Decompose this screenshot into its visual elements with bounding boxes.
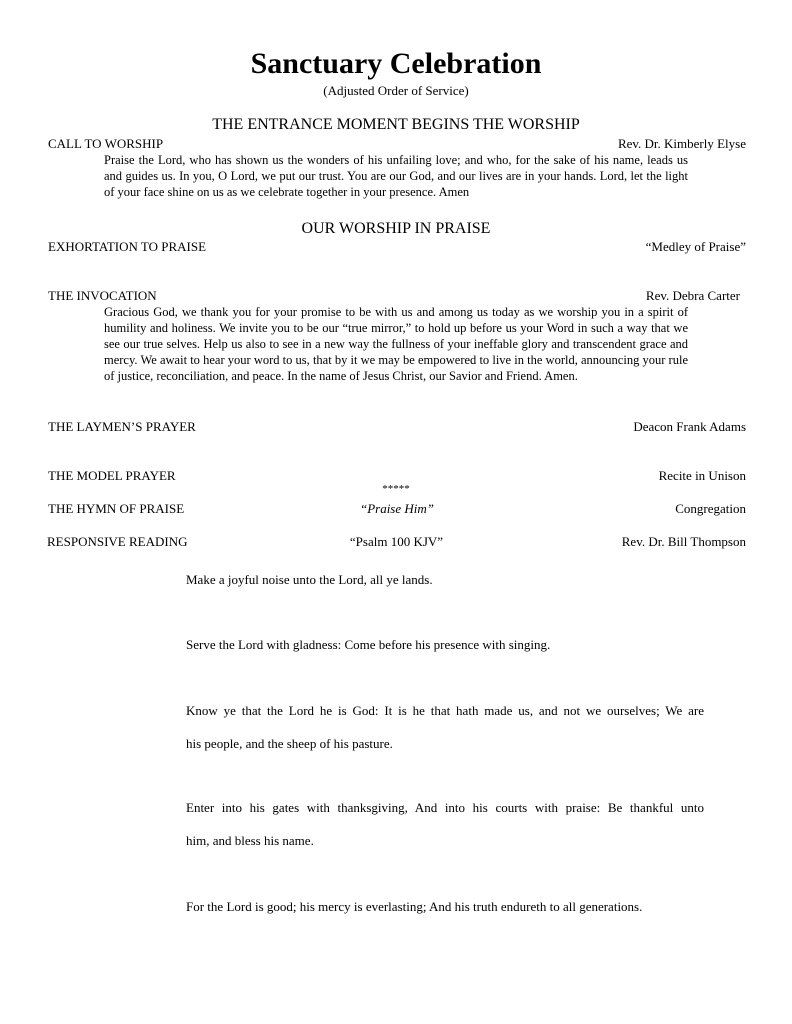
reading-verse: his people, and the sheep of his pasture. (186, 736, 393, 751)
invocation-text: Gracious God, we thank you for your promise to be with us and among us today as we worship you in a spirit of humility and holiness. We invite you to be our “true mirror,” to hold up before us your Word in such a way that we see our true selves. Help us also to see in a new way the fullness of your ineffable glory and transcendent grace and mercy. We await to hear your word to us, that by it we may be empowered to live in the world, announcing your rule of justice, reconciliation, and peace. In the name of Jesus Christ, our Savior and Friend. Amen. (104, 305, 688, 383)
hymn-title: “Praise Him” (359, 501, 435, 516)
hymn-label: THE HYMN OF PRAISE (48, 501, 185, 516)
section-heading-praise: OUR WORSHIP IN PRAISE (301, 220, 491, 237)
invocation-row (48, 288, 740, 304)
call-to-worship-row (48, 136, 746, 152)
reading-verse: Know ye that the Lord he is God: It is he that hath made us, and not we ourselves; We are (186, 703, 704, 718)
exhortation-piece: “Medley of Praise” (645, 239, 746, 254)
responsive-reading-passage: “Psalm 100 KJV” (349, 534, 444, 549)
exhortation-label: EXHORTATION TO PRAISE (48, 239, 207, 254)
responsive-reading-row (47, 534, 746, 550)
responsive-reading-leader: Rev. Dr. Bill Thompson (621, 534, 746, 549)
page-title: Sanctuary Celebration (250, 47, 542, 80)
laymens-prayer-label: THE LAYMEN’S PRAYER (48, 419, 196, 434)
reading-verse: Enter into his gates with thanksgiving, And into his courts with praise: Be thankful unto (186, 800, 704, 815)
reading-verse: Serve the Lord with gladness: Come before his presence with singing. (186, 637, 551, 652)
call-to-worship-label: CALL TO WORSHIP (48, 136, 164, 151)
laymens-prayer-leader: Deacon Frank Adams (633, 419, 746, 434)
separator: ***** (382, 483, 410, 495)
responsive-reading-label: RESPONSIVE READING (47, 534, 188, 549)
invocation-label: THE INVOCATION (48, 288, 157, 303)
hymn-leader: Congregation (675, 501, 746, 516)
section-heading-entrance: THE ENTRANCE MOMENT BEGINS THE WORSHIP (212, 116, 580, 133)
reading-verse: For the Lord is good; his mercy is everlasting; And his truth endureth to all generations. (186, 899, 643, 914)
call-to-worship-text: Praise the Lord, who has shown us the wonders of his unfailing love; and who, for the sake of his name, leads us and guides us. In you, O Lord, we put our trust. You are our God, and our lives are in your hands. Lord, let the light of your face shine on us as we celebrate together in your presence. Amen (104, 153, 688, 199)
invocation-leader: Rev. Debra Carter (645, 288, 740, 303)
reading-verse: him, and bless his name. (186, 833, 314, 848)
reading-verse: Make a joyful noise unto the Lord, all ye lands. (186, 572, 433, 587)
exhortation-row (48, 239, 746, 255)
laymens-prayer-row (48, 419, 746, 435)
model-prayer-label: THE MODEL PRAYER (48, 468, 176, 483)
model-prayer-note: Recite in Unison (658, 468, 746, 483)
call-to-worship-leader: Rev. Dr. Kimberly Elyse (617, 136, 746, 151)
model-prayer-row (48, 468, 746, 484)
hymn-row (48, 501, 746, 517)
page-subtitle: (Adjusted Order of Service) (323, 83, 469, 98)
